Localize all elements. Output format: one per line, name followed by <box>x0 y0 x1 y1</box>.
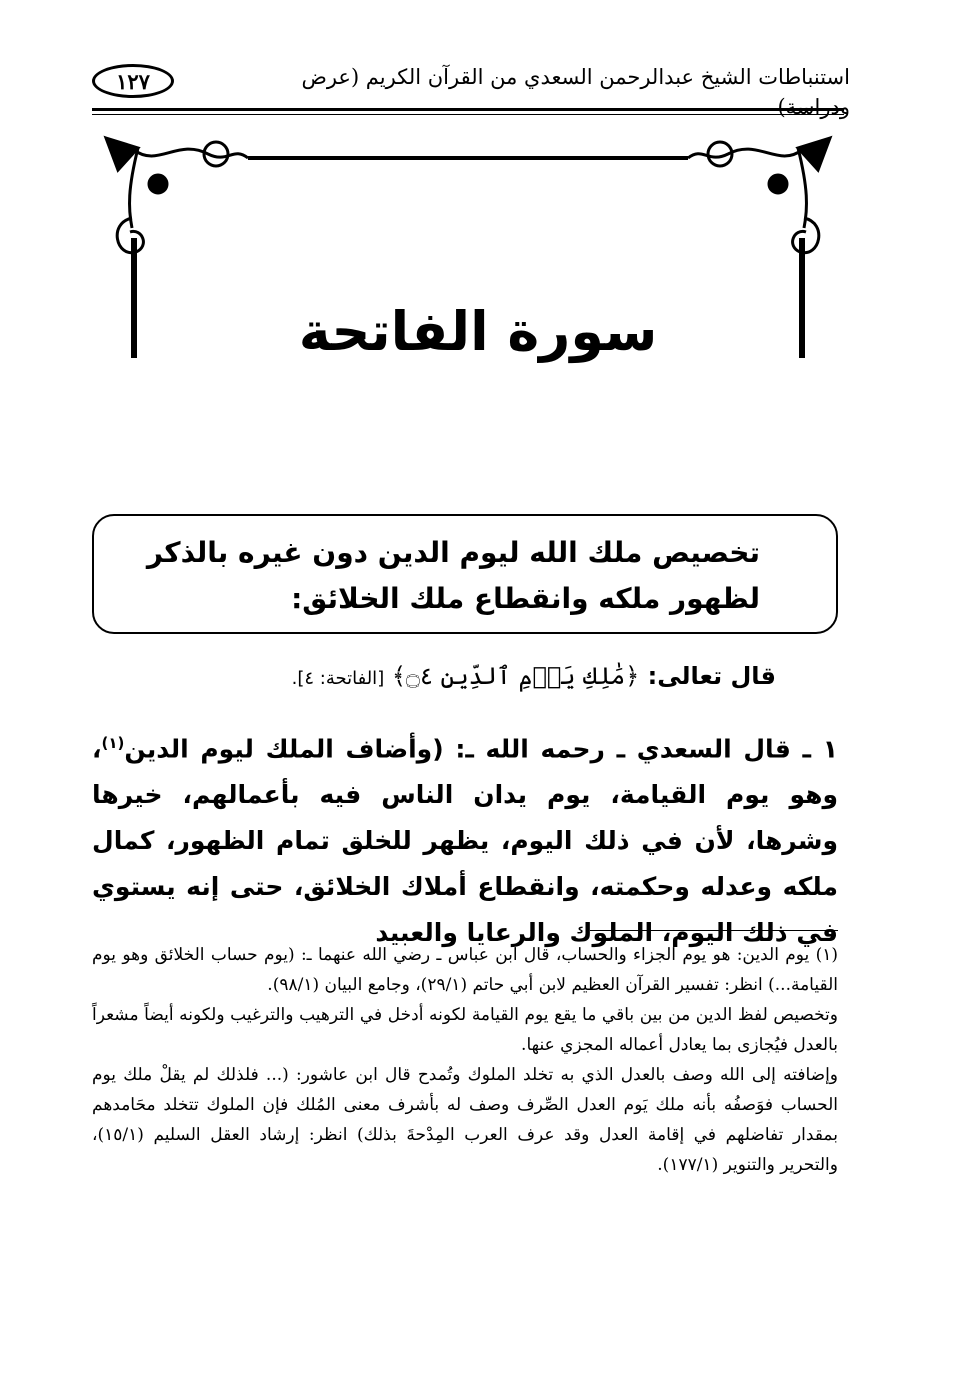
heading-line-1: تخصيص ملك الله ليوم الدين دون غيره بالذكر <box>146 536 760 569</box>
verse-lead: قال تعالى: <box>639 662 776 690</box>
footnote-1-number: (١) <box>815 945 839 965</box>
footnote-1 <box>92 940 838 1000</box>
running-title: استنباطات الشيخ عبدالرحمن السعدي من القرآن الكريم (عرض ودراسة) <box>301 65 850 119</box>
footnote-1-text: يوم الدين: هو يوم الجزاء والحساب، قال ابن عباس ـ رضي الله عنهما ـ: (يوم حساب الخلائق وهو يوم القيامة...) انظر: تفسير القرآن العظيم لابن أبي حاتم (٢٩/١)، وجامع البيان (٩٨/١). <box>92 945 838 995</box>
footnote-marker: (١) <box>101 734 125 752</box>
footnote-separator <box>590 930 838 931</box>
body-part-2: ، وهو يوم القيامة، يوم يدان الناس فيه بأعمالهم، خيرها وشرها، لأن في ذلك اليوم، يظهر للخلق تمام الظهور، كمال ملكه وعدله وحكمته، وانقطاع أملاك الخلائق، حتى إنه يستوي في ذلك اليوم، الملوك والرعايا والعبيد <box>92 734 838 948</box>
body-part-1: ١ ـ قال السعدي ـ رحمه الله ـ: (وأضاف الملك ليوم الدين <box>124 734 838 764</box>
body-paragraph <box>92 720 838 956</box>
section-heading-box <box>92 514 838 634</box>
footnote-para-3: وإضافته إلى الله وصف بالعدل الذي به تخلد الملوك وتُمدح قال ابن عاشور: (... فلذلك لم يقلْ ملك يوم الحساب فوَصفُه بأنه ملك يَوم العدل الصِّرف وصف له بأشرف معنى المُلك فإن الملوك تتخلد محَامدهم بمقدار تفاضلهم في إقامة العدل وقد عرف العرب المِدْحةَ بذلك) انظر: إرشاد العقل السليم (١٥/١)، والتحرير والتنوير (١٧٧/١). <box>92 1065 838 1175</box>
verse-line <box>150 656 776 699</box>
surah-title: سورة الفاتحة <box>298 300 658 363</box>
verse-reference: [الفاتحة: ٤]. <box>291 668 385 689</box>
footnotes <box>92 940 838 1180</box>
footnote-para-2: وتخصيص لفظ الدين من بين باقي ما يقع يوم القيامة لكونه أدخل في الترهيب والترغيب ولكونه أيضاً مشعراً بالعدل فيُجازى بما يعادل أعماله المجزي عنها. <box>92 1005 838 1055</box>
header-rule-thick <box>92 108 844 111</box>
header-rule-thin <box>92 114 844 115</box>
heading-line-2: لظهور ملكه وانقطاع ملك الخلائق: <box>291 582 760 615</box>
page-number: ١٢٧ <box>92 64 174 98</box>
verse-text: ﴿مَٰلِكِ يَوۡمِ ٱلدِّينِ ۝٤﴾ <box>391 662 640 690</box>
